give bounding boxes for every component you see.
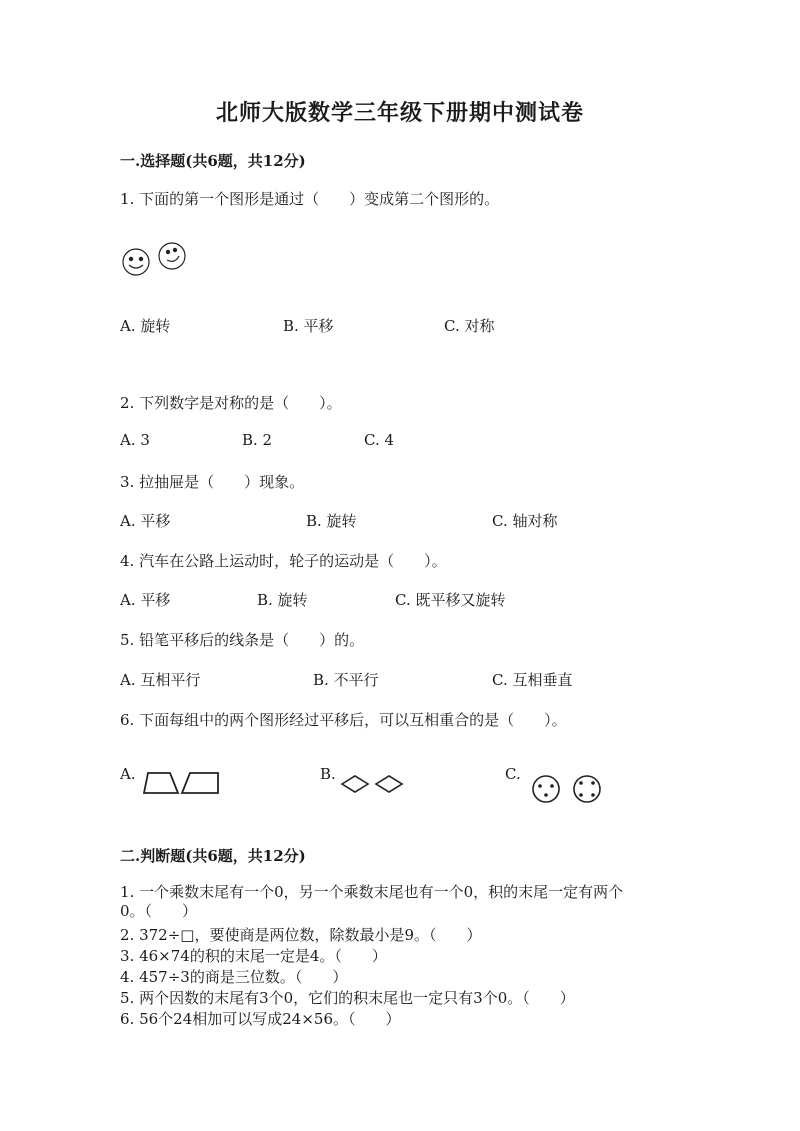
rhombuses-figure (340, 774, 406, 794)
q4-option-c: C. 既平移又旋转 (395, 591, 506, 609)
q5-option-b: B. 不平行 (313, 671, 379, 689)
question-2: 2. 下列数字是对称的是（ ）。 (120, 394, 342, 412)
question-4: 4. 汽车在公路上运动时，轮子的运动是（ ）。 (120, 552, 447, 570)
q6-option-b: B. (320, 765, 336, 783)
smiley-face-upright (123, 249, 149, 275)
section-heading-judgement: 二.判断题(共6题，共12分) (120, 847, 306, 865)
smiley-faces-figure (118, 240, 190, 276)
q4-option-a: A. 平移 (120, 591, 171, 609)
dotted-circles-figure (530, 774, 604, 804)
trapezoids-figure (142, 770, 222, 796)
q6-option-a: A. (120, 765, 136, 783)
q3-option-b: B. 旋转 (306, 512, 357, 530)
section-heading-choice: 一.选择题(共6题，共12分) (120, 152, 306, 170)
judgement-item-1: 1. 一个乘数末尾有一个0，另一个乘数末尾也有一个0，积的末尾一定有两个 (120, 883, 624, 901)
judgement-item-1-cont: 0。（ ） (120, 902, 198, 920)
judgement-item-2: 2. 372÷□，要使商是两位数，除数最小是9。（ ） (120, 926, 482, 944)
q2-option-a: A. 3 (120, 431, 150, 449)
q3-option-c: C. 轴对称 (492, 512, 558, 530)
q4-option-b: B. 旋转 (257, 591, 308, 609)
question-6: 6. 下面每组中的两个图形经过平移后，可以互相重合的是（ ）。 (120, 711, 567, 729)
smiley-face-rotated (159, 243, 185, 269)
q6-option-c: C. (505, 765, 521, 783)
q2-option-b: B. 2 (242, 431, 273, 449)
question-5: 5. 铅笔平移后的线条是（ ）的。 (120, 631, 365, 649)
judgement-item-6: 6. 56个24相加可以写成24×56。（ ） (120, 1010, 401, 1028)
q1-option-b: B. 平移 (283, 317, 334, 335)
q5-option-a: A. 互相平行 (120, 671, 201, 689)
judgement-item-5: 5. 两个因数的末尾有3个0，它们的积末尾也一定只有3个0。（ ） (120, 989, 575, 1007)
judgement-item-3: 3. 46×74的积的末尾一定是4。（ ） (120, 947, 387, 965)
q5-option-c: C. 互相垂直 (492, 671, 573, 689)
question-1: 1. 下面的第一个图形是通过（ ）变成第二个图形的。 (120, 190, 500, 208)
judgement-item-4: 4. 457÷3的商是三位数。（ ） (120, 968, 348, 986)
q1-option-c: C. 对称 (444, 317, 495, 335)
page-title: 北师大版数学三年级下册期中测试卷 (215, 100, 584, 126)
q1-option-a: A. 旋转 (120, 317, 171, 335)
q2-option-c: C. 4 (364, 431, 395, 449)
question-3: 3. 拉抽屉是（ ）现象。 (120, 473, 305, 491)
q3-option-a: A. 平移 (120, 512, 171, 530)
